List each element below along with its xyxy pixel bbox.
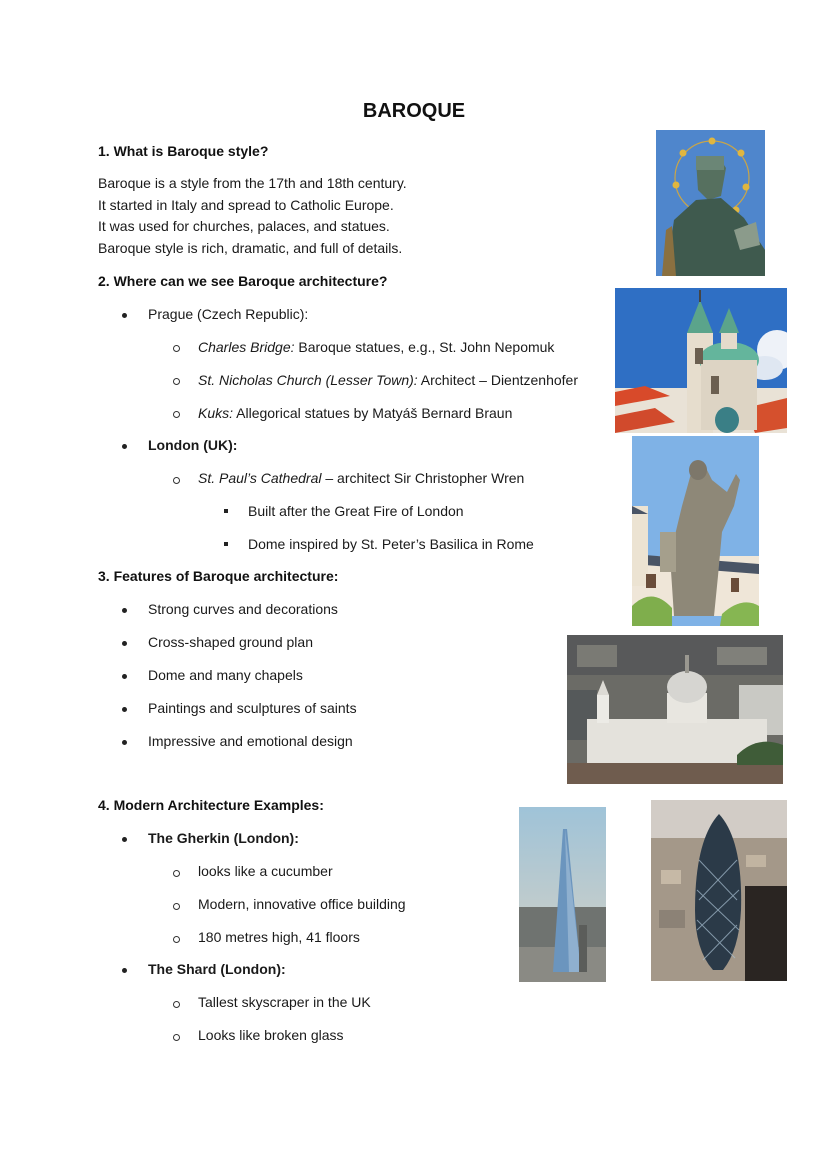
bullet-circle	[173, 1001, 180, 1008]
bullet-disc	[122, 313, 127, 318]
list-item: Modern, innovative office building	[198, 896, 406, 912]
bullet-disc	[122, 608, 127, 613]
list-item	[198, 470, 524, 486]
the-shard-image	[519, 807, 606, 982]
bullet-circle	[173, 903, 180, 910]
bullet-disc	[122, 837, 127, 842]
section-1-heading: 1. What is Baroque style?	[98, 143, 269, 159]
st-nicholas-church-image	[615, 288, 787, 433]
item-italic: St. Nicholas Church (Lesser Town):	[198, 372, 418, 388]
list-item: Dome and many chapels	[148, 667, 303, 683]
item-italic: St. Paul’s Cathedral	[198, 470, 322, 486]
paragraph-line: Baroque is a style from the 17th and 18th century.	[98, 175, 407, 191]
list-item: Tallest skyscraper in the UK	[198, 994, 371, 1010]
section-4-heading: 4. Modern Architecture Examples:	[98, 797, 324, 813]
item-text: Architect – Dientzenhofer	[417, 372, 578, 388]
list-item: looks like a cucumber	[198, 863, 333, 879]
list-item	[198, 372, 578, 388]
bullet-circle	[173, 870, 180, 877]
st-john-nepomuk-statue-image	[656, 130, 765, 276]
list-item-london: London (UK):	[148, 437, 238, 453]
bullet-disc	[122, 740, 127, 745]
kuks-allegorical-statue-image	[632, 436, 759, 626]
list-item-gherkin: The Gherkin (London):	[148, 830, 299, 846]
list-item	[198, 339, 554, 355]
list-item-prague: Prague (Czech Republic):	[148, 306, 309, 322]
the-gherkin-image	[651, 800, 787, 981]
list-item: 180 metres high, 41 floors	[198, 929, 360, 945]
bullet-disc	[122, 707, 127, 712]
item-italic: Charles Bridge:	[198, 339, 295, 355]
bullet-circle	[173, 345, 180, 352]
section-3-heading: 3. Features of Baroque architecture:	[98, 568, 339, 584]
list-item: Cross-shaped ground plan	[148, 634, 313, 650]
paragraph-line: It started in Italy and spread to Catholic Europe.	[98, 196, 394, 213]
bullet-circle	[173, 411, 180, 418]
bullet-circle	[173, 1034, 180, 1041]
bullet-disc	[122, 444, 127, 449]
list-item: Looks like broken glass	[198, 1027, 344, 1043]
page-title: BAROQUE	[362, 100, 466, 122]
bullet-disc	[122, 641, 127, 646]
bullet-disc	[122, 674, 127, 679]
list-item	[198, 405, 512, 421]
list-item: Built after the Great Fire of London	[248, 503, 464, 519]
list-item: Impressive and emotional design	[148, 733, 353, 749]
bullet-square	[224, 542, 228, 546]
bullet-circle	[173, 477, 180, 484]
list-item-shard: The Shard (London):	[148, 961, 286, 977]
item-italic: Kuks:	[198, 405, 234, 421]
bullet-circle	[173, 936, 180, 943]
paragraph-line: Baroque style is rich, dramatic, and full of details.	[98, 239, 403, 256]
paragraph-line: It was used for churches, palaces, and statues.	[98, 218, 390, 234]
list-item: Dome inspired by St. Peter’s Basilica in Rome	[248, 536, 534, 552]
list-item: Paintings and sculptures of saints	[148, 700, 357, 716]
bullet-circle	[173, 378, 180, 385]
list-item: Strong curves and decorations	[148, 601, 338, 617]
item-text: – architect Sir Christopher Wren	[321, 470, 525, 486]
section-1-paragraph	[98, 173, 407, 259]
section-2-heading: 2. Where can we see Baroque architecture?	[98, 273, 388, 289]
item-text: Baroque statues, e.g., St. John Nepomuk	[294, 339, 555, 355]
item-text: Allegorical statues by Matyáš Bernard Braun	[233, 405, 513, 421]
bullet-disc	[122, 968, 127, 973]
bullet-square	[224, 509, 228, 513]
st-pauls-cathedral-image	[567, 635, 783, 784]
